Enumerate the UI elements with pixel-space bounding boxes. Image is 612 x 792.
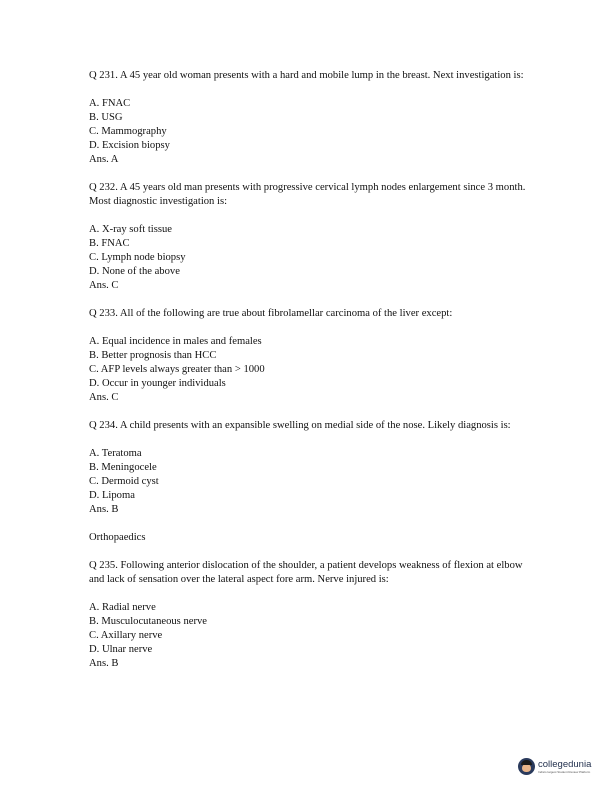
question-234 xyxy=(89,419,529,517)
answer: Ans. C xyxy=(89,392,119,403)
answer: Ans. B xyxy=(89,658,119,669)
option-c: C. Axillary nerve xyxy=(89,630,163,641)
option-a: A. FNAC xyxy=(89,98,131,109)
option-d: D. Lipoma xyxy=(89,490,135,501)
option-b: B. FNAC xyxy=(89,238,130,249)
document-body xyxy=(89,69,529,685)
question-233 xyxy=(89,307,529,405)
option-a: A. Radial nerve xyxy=(89,602,156,613)
question-stem: Q 234. A child presents with an expansible swelling on medial side of the nose. Likely diagnosis is: xyxy=(89,420,511,431)
option-d: D. None of the above xyxy=(89,266,180,277)
option-c: C. Mammography xyxy=(89,126,167,137)
option-a: A. Equal incidence in males and females xyxy=(89,336,262,347)
question-stem: Q 235. Following anterior dislocation of the shoulder, a patient develops weakness of flexion at elbow and lack of sensation over the lateral aspect fore arm. Nerve injured is: xyxy=(89,560,523,585)
option-c: C. AFP levels always greater than > 1000 xyxy=(89,364,265,375)
logo-tagline: India's largest Student Review Platform xyxy=(538,769,591,774)
mascot-icon xyxy=(518,758,535,775)
question-stem: Q 233. All of the following are true about fibrolamellar carcinoma of the liver except: xyxy=(89,308,453,319)
logo-name: collegedunia xyxy=(538,758,592,770)
option-c: C. Lymph node biopsy xyxy=(89,252,186,263)
option-b: B. USG xyxy=(89,112,123,123)
question-232 xyxy=(89,181,529,293)
question-stem: Q 231. A 45 year old woman presents with a hard and mobile lump in the breast. Next investigation is: xyxy=(89,70,524,81)
answer: Ans. C xyxy=(89,280,119,291)
option-b: B. Meningocele xyxy=(89,462,157,473)
option-d: D. Occur in younger individuals xyxy=(89,378,226,389)
option-b: B. Musculocutaneous nerve xyxy=(89,616,207,627)
collegedunia-logo xyxy=(518,758,591,775)
question-231 xyxy=(89,69,529,167)
option-d: D. Ulnar nerve xyxy=(89,644,153,655)
answer: Ans. A xyxy=(89,154,119,165)
question-235 xyxy=(89,559,529,671)
question-stem: Q 232. A 45 years old man presents with progressive cervical lymph nodes enlargement since 3 month. Most diagnostic investigation is: xyxy=(89,182,526,207)
option-a: A. X-ray soft tissue xyxy=(89,224,172,235)
answer: Ans. B xyxy=(89,504,119,515)
option-a: A. Teratoma xyxy=(89,448,142,459)
option-d: D. Excision biopsy xyxy=(89,140,170,151)
section-heading: Orthopaedics xyxy=(89,532,146,543)
option-c: C. Dermoid cyst xyxy=(89,476,159,487)
option-b: B. Better prognosis than HCC xyxy=(89,350,217,361)
